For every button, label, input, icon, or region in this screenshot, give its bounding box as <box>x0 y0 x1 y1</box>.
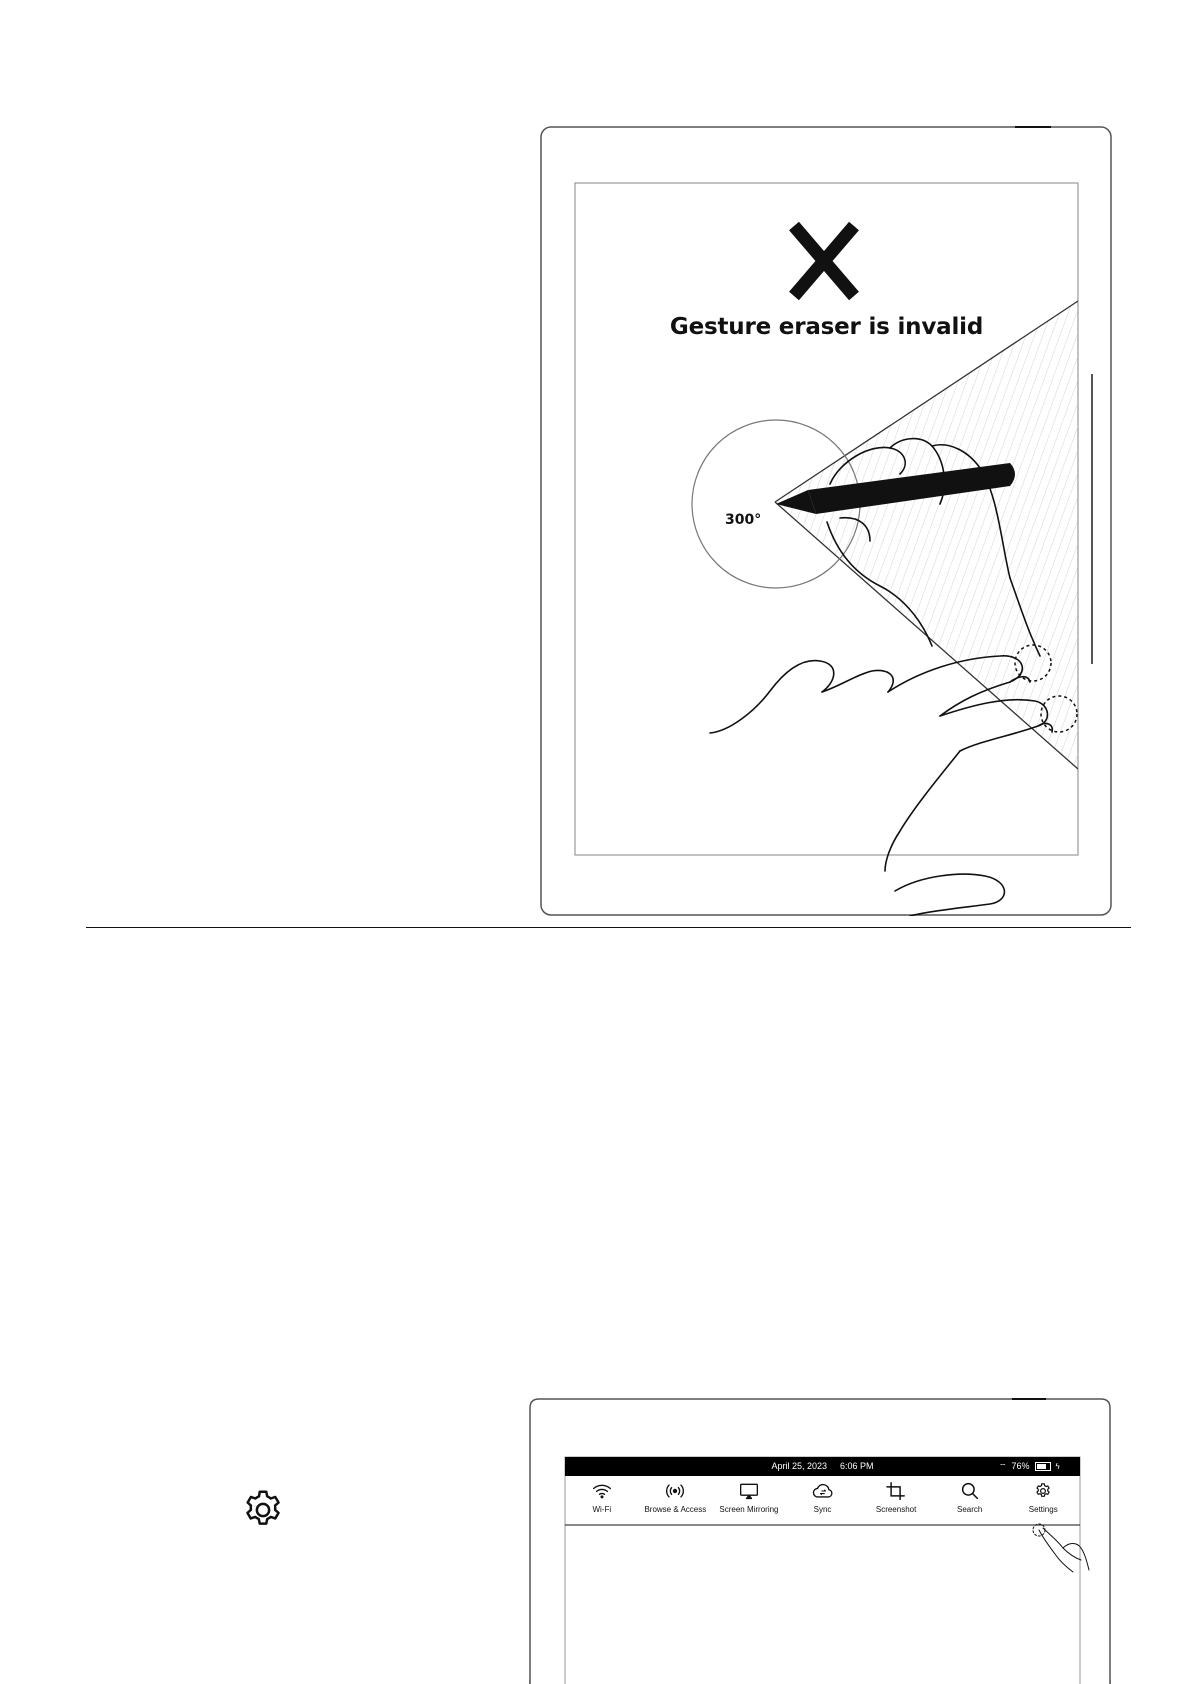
broadcast-icon <box>664 1482 686 1500</box>
status-time: 6:06 PM <box>840 1461 874 1471</box>
gesture-invalid-title: Gesture eraser is invalid <box>669 314 984 340</box>
wifi-status-icon: ⌔ <box>999 1462 1007 1471</box>
gear-icon <box>1033 1482 1053 1500</box>
quick-menu-screenshot[interactable] <box>859 1476 933 1525</box>
quick-menu-label: Sync <box>813 1505 832 1514</box>
device-illustration-gesture <box>540 126 1112 916</box>
quick-menu-label: Settings <box>1028 1505 1058 1514</box>
screen-mirroring-icon <box>739 1482 759 1500</box>
status-right <box>999 1457 1060 1476</box>
quick-menu-label: Screen Mirroring <box>719 1505 779 1514</box>
charging-icon: ϟ <box>1055 1462 1060 1471</box>
quick-menu-wifi[interactable] <box>565 1476 639 1525</box>
quick-menu-tablet <box>529 1398 1111 1684</box>
quick-menu-search[interactable] <box>933 1476 1007 1525</box>
quick-menu-label: Wi-Fi <box>592 1505 612 1514</box>
wifi-icon <box>592 1482 612 1500</box>
crop-icon <box>886 1482 906 1500</box>
tablet2-frame-drawing <box>529 1398 1111 1684</box>
settings-gear-icon <box>240 1487 286 1533</box>
quick-menu-bar <box>565 1476 1080 1525</box>
quick-menu-label: Screenshot <box>875 1505 917 1514</box>
pointing-hand <box>1029 1520 1099 1580</box>
angle-label: 300° <box>725 512 762 528</box>
quick-menu-browse-access[interactable] <box>639 1476 713 1525</box>
device-drawing <box>540 126 1112 916</box>
status-date: April 25, 2023 <box>771 1461 827 1471</box>
search-icon <box>960 1482 980 1500</box>
quick-menu-settings[interactable] <box>1006 1476 1080 1525</box>
quick-menu-sync[interactable] <box>786 1476 860 1525</box>
quick-menu-label: Browse & Access <box>644 1505 707 1514</box>
quick-menu-label: Search <box>957 1505 983 1514</box>
section-divider <box>86 927 1131 928</box>
power-button <box>1015 126 1051 128</box>
cloud-sync-icon <box>812 1482 834 1500</box>
battery-icon <box>1035 1462 1051 1471</box>
battery-percent: 76% <box>1011 1461 1030 1471</box>
quick-menu-screen-mirroring[interactable] <box>712 1476 786 1525</box>
